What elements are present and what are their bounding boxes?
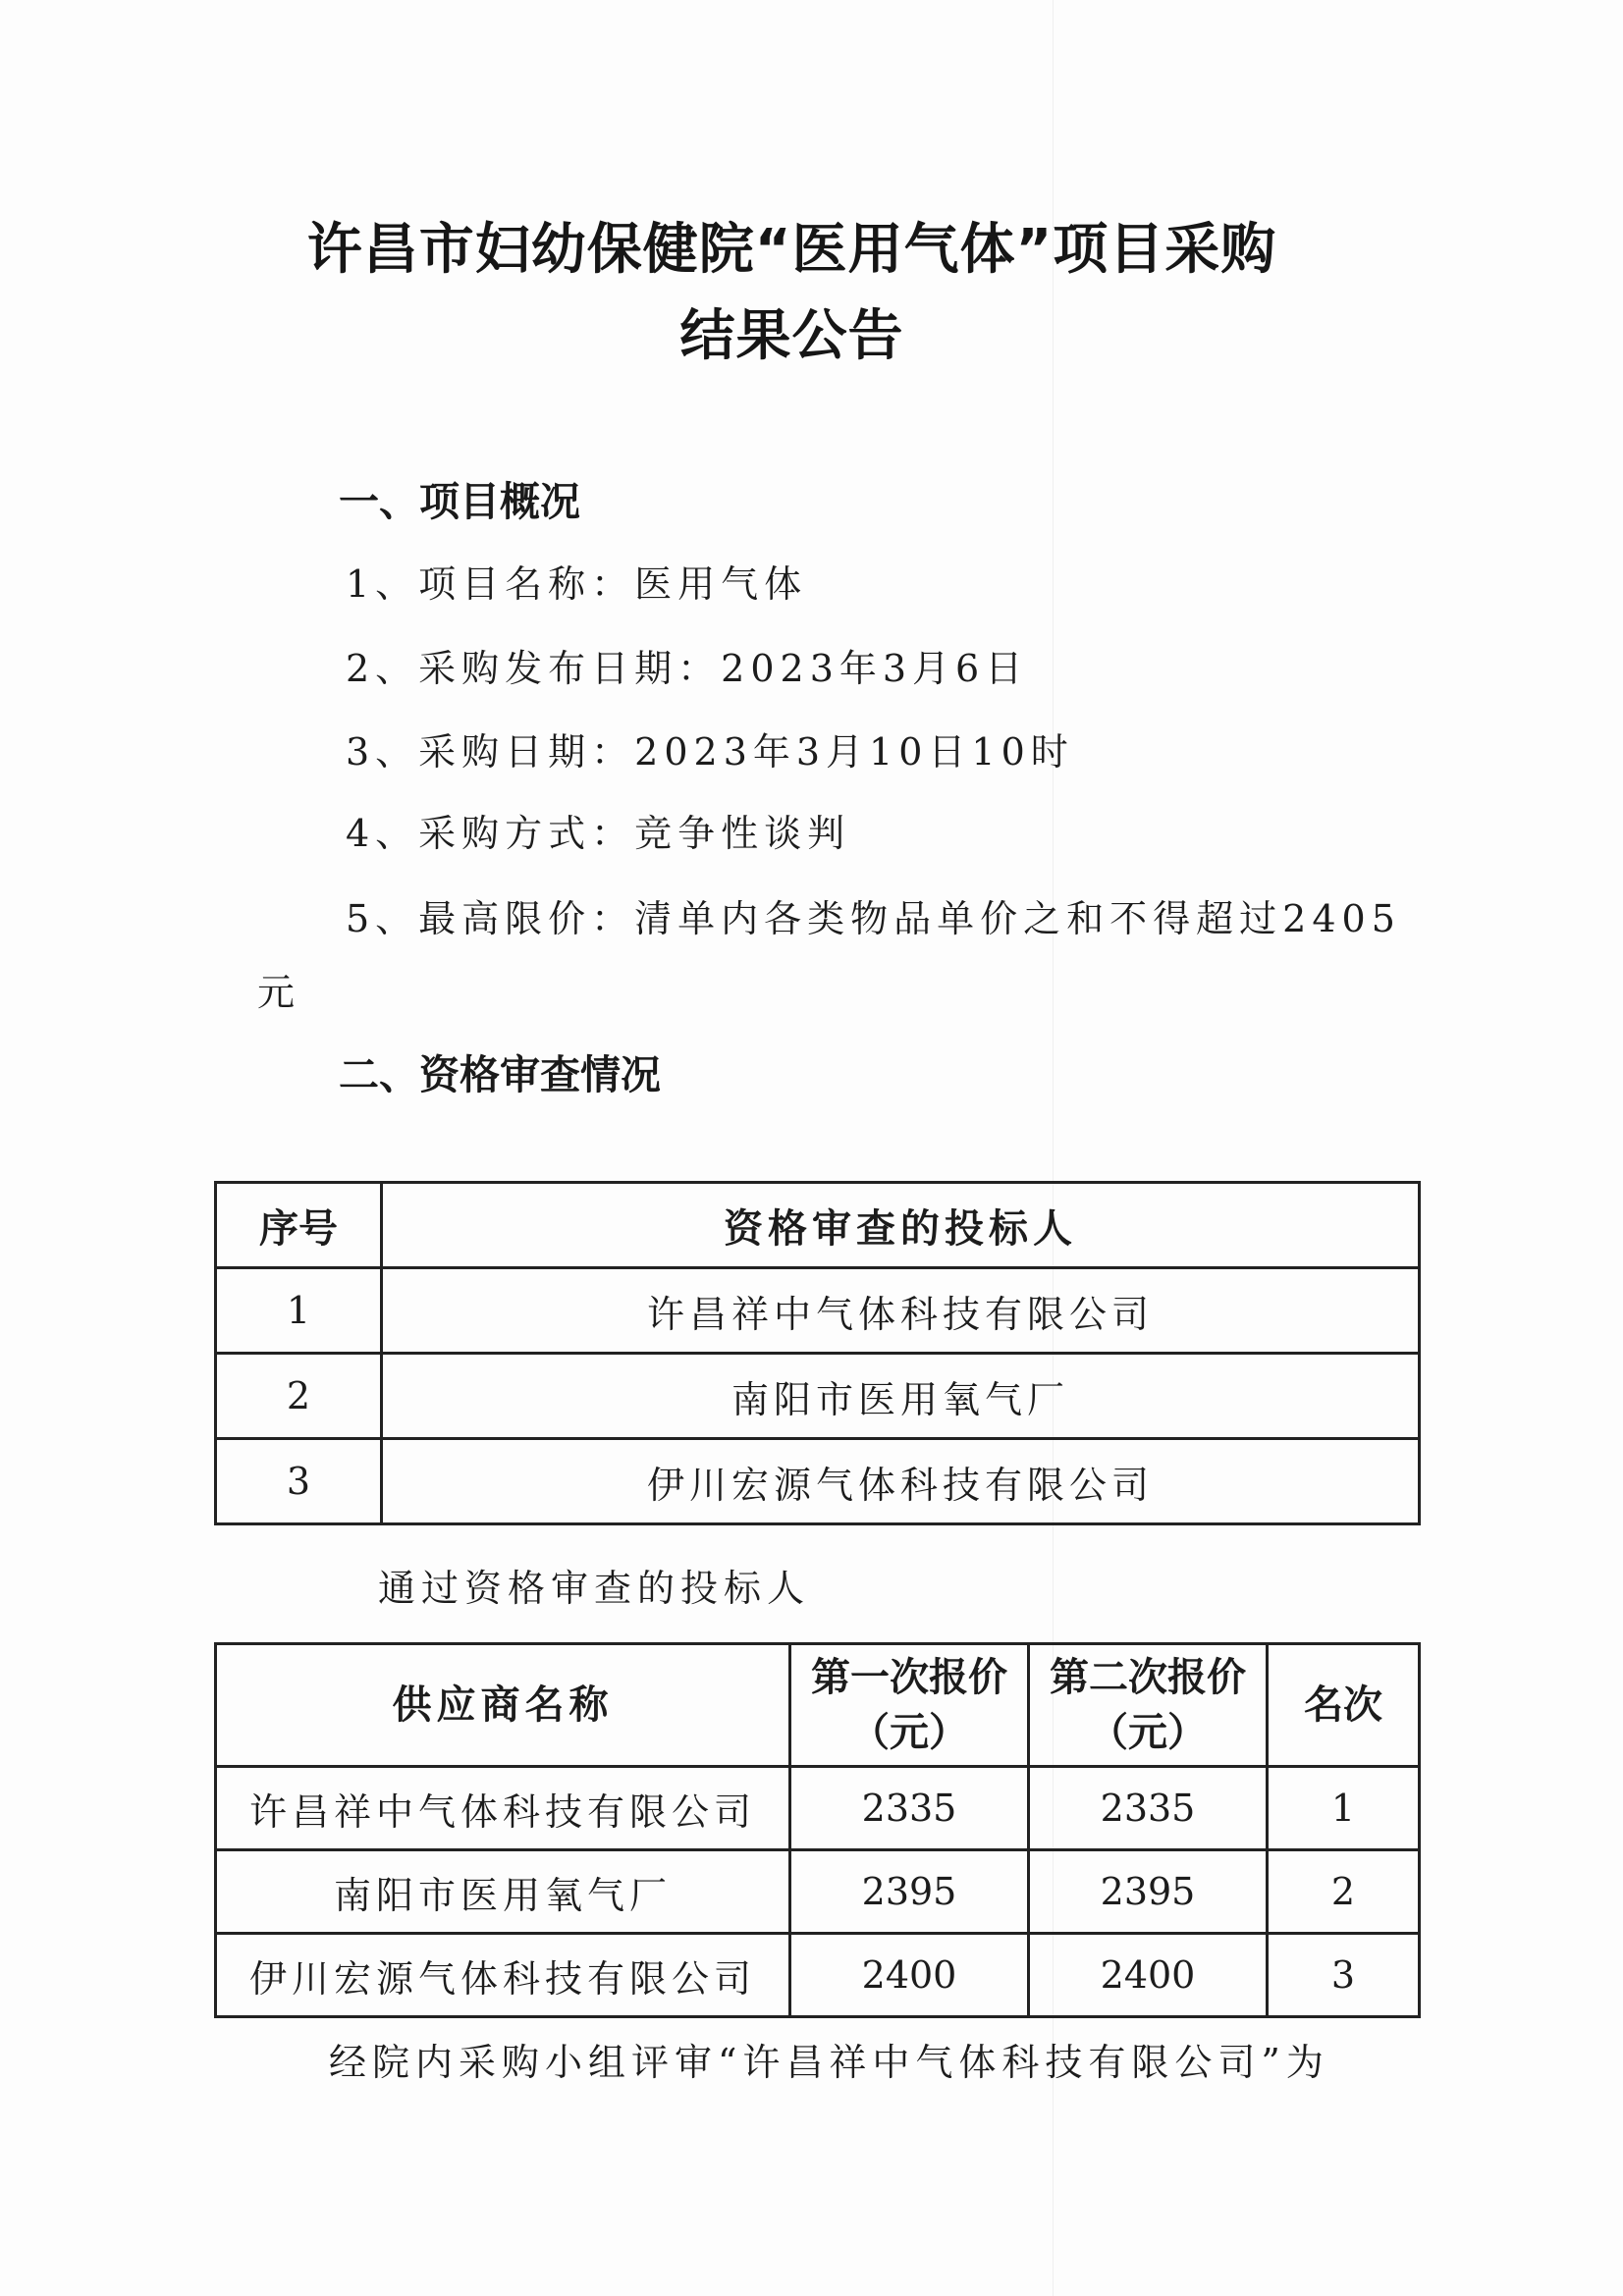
table-row (216, 1268, 1420, 1354)
cell-supplier: 伊川宏源气体科技有限公司 (216, 1934, 790, 2017)
cell-seq: 2 (216, 1354, 382, 1439)
table-row (216, 1934, 1420, 2017)
cell-seq: 3 (216, 1439, 382, 1524)
header-second-price-line2: （元） (1089, 1710, 1207, 1755)
cell-first-price: 2400 (790, 1934, 1029, 2017)
cell-second-price: 2335 (1029, 1767, 1268, 1850)
header-seq: 序号 (216, 1183, 382, 1268)
cell-bidder-name: 许昌祥中气体科技有限公司 (382, 1268, 1420, 1354)
qualification-table-header (216, 1183, 1420, 1268)
cell-second-price: 2395 (1029, 1850, 1268, 1934)
cell-first-price: 2395 (790, 1850, 1029, 1934)
document-title-line-2: 结果公告 (679, 304, 904, 368)
document-title-line-1: 许昌市妇幼保健院“医用气体”项目采购 (306, 218, 1277, 282)
item-procurement-date: 3、采购日期：2023年3月10日10时 (346, 730, 1074, 774)
price-table (214, 1642, 1421, 2018)
cell-supplier: 许昌祥中气体科技有限公司 (216, 1767, 790, 1850)
item-price-cap-continuation: 元 (257, 971, 301, 1014)
cell-rank: 2 (1268, 1850, 1420, 1934)
section-heading-qualification: 二、资格审查情况 (339, 1051, 661, 1098)
table-row (216, 1439, 1420, 1524)
header-second-price (1029, 1644, 1268, 1767)
cell-rank: 1 (1268, 1767, 1420, 1850)
table-row (216, 1767, 1420, 1850)
price-table-header (216, 1644, 1420, 1767)
header-bidder: 资格审查的投标人 (382, 1183, 1420, 1268)
item-release-date: 2、采购发布日期：2023年3月6日 (346, 647, 1029, 690)
item-price-cap: 5、最高限价：清单内各类物品单价之和不得超过2405 (346, 897, 1401, 940)
qualification-table (214, 1181, 1421, 1525)
item-procurement-method: 4、采购方式：竞争性谈判 (346, 812, 851, 855)
item-project-name: 1、项目名称：医用气体 (346, 562, 808, 606)
cell-supplier: 南阳市医用氧气厂 (216, 1850, 790, 1934)
passed-bidders-caption: 通过资格审查的投标人 (378, 1567, 811, 1610)
cell-rank: 3 (1268, 1934, 1420, 2017)
cell-second-price: 2400 (1029, 1934, 1268, 2017)
header-supplier: 供应商名称 (216, 1644, 790, 1767)
header-first-price-line1: 第一次报价 (811, 1655, 1007, 1700)
section-heading-overview: 一、项目概况 (339, 478, 580, 525)
cell-first-price: 2335 (790, 1767, 1029, 1850)
table-row (216, 1850, 1420, 1934)
table-row (216, 1354, 1420, 1439)
conclusion-text: 经院内采购小组评审“许昌祥中气体科技有限公司”为 (329, 2041, 1329, 2084)
cell-seq: 1 (216, 1268, 382, 1354)
header-first-price (790, 1644, 1029, 1767)
cell-bidder-name: 伊川宏源气体科技有限公司 (382, 1439, 1420, 1524)
header-second-price-line1: 第二次报价 (1050, 1655, 1246, 1700)
header-first-price-line2: （元） (850, 1710, 968, 1755)
cell-bidder-name: 南阳市医用氧气厂 (382, 1354, 1420, 1439)
header-rank: 名次 (1268, 1644, 1420, 1767)
